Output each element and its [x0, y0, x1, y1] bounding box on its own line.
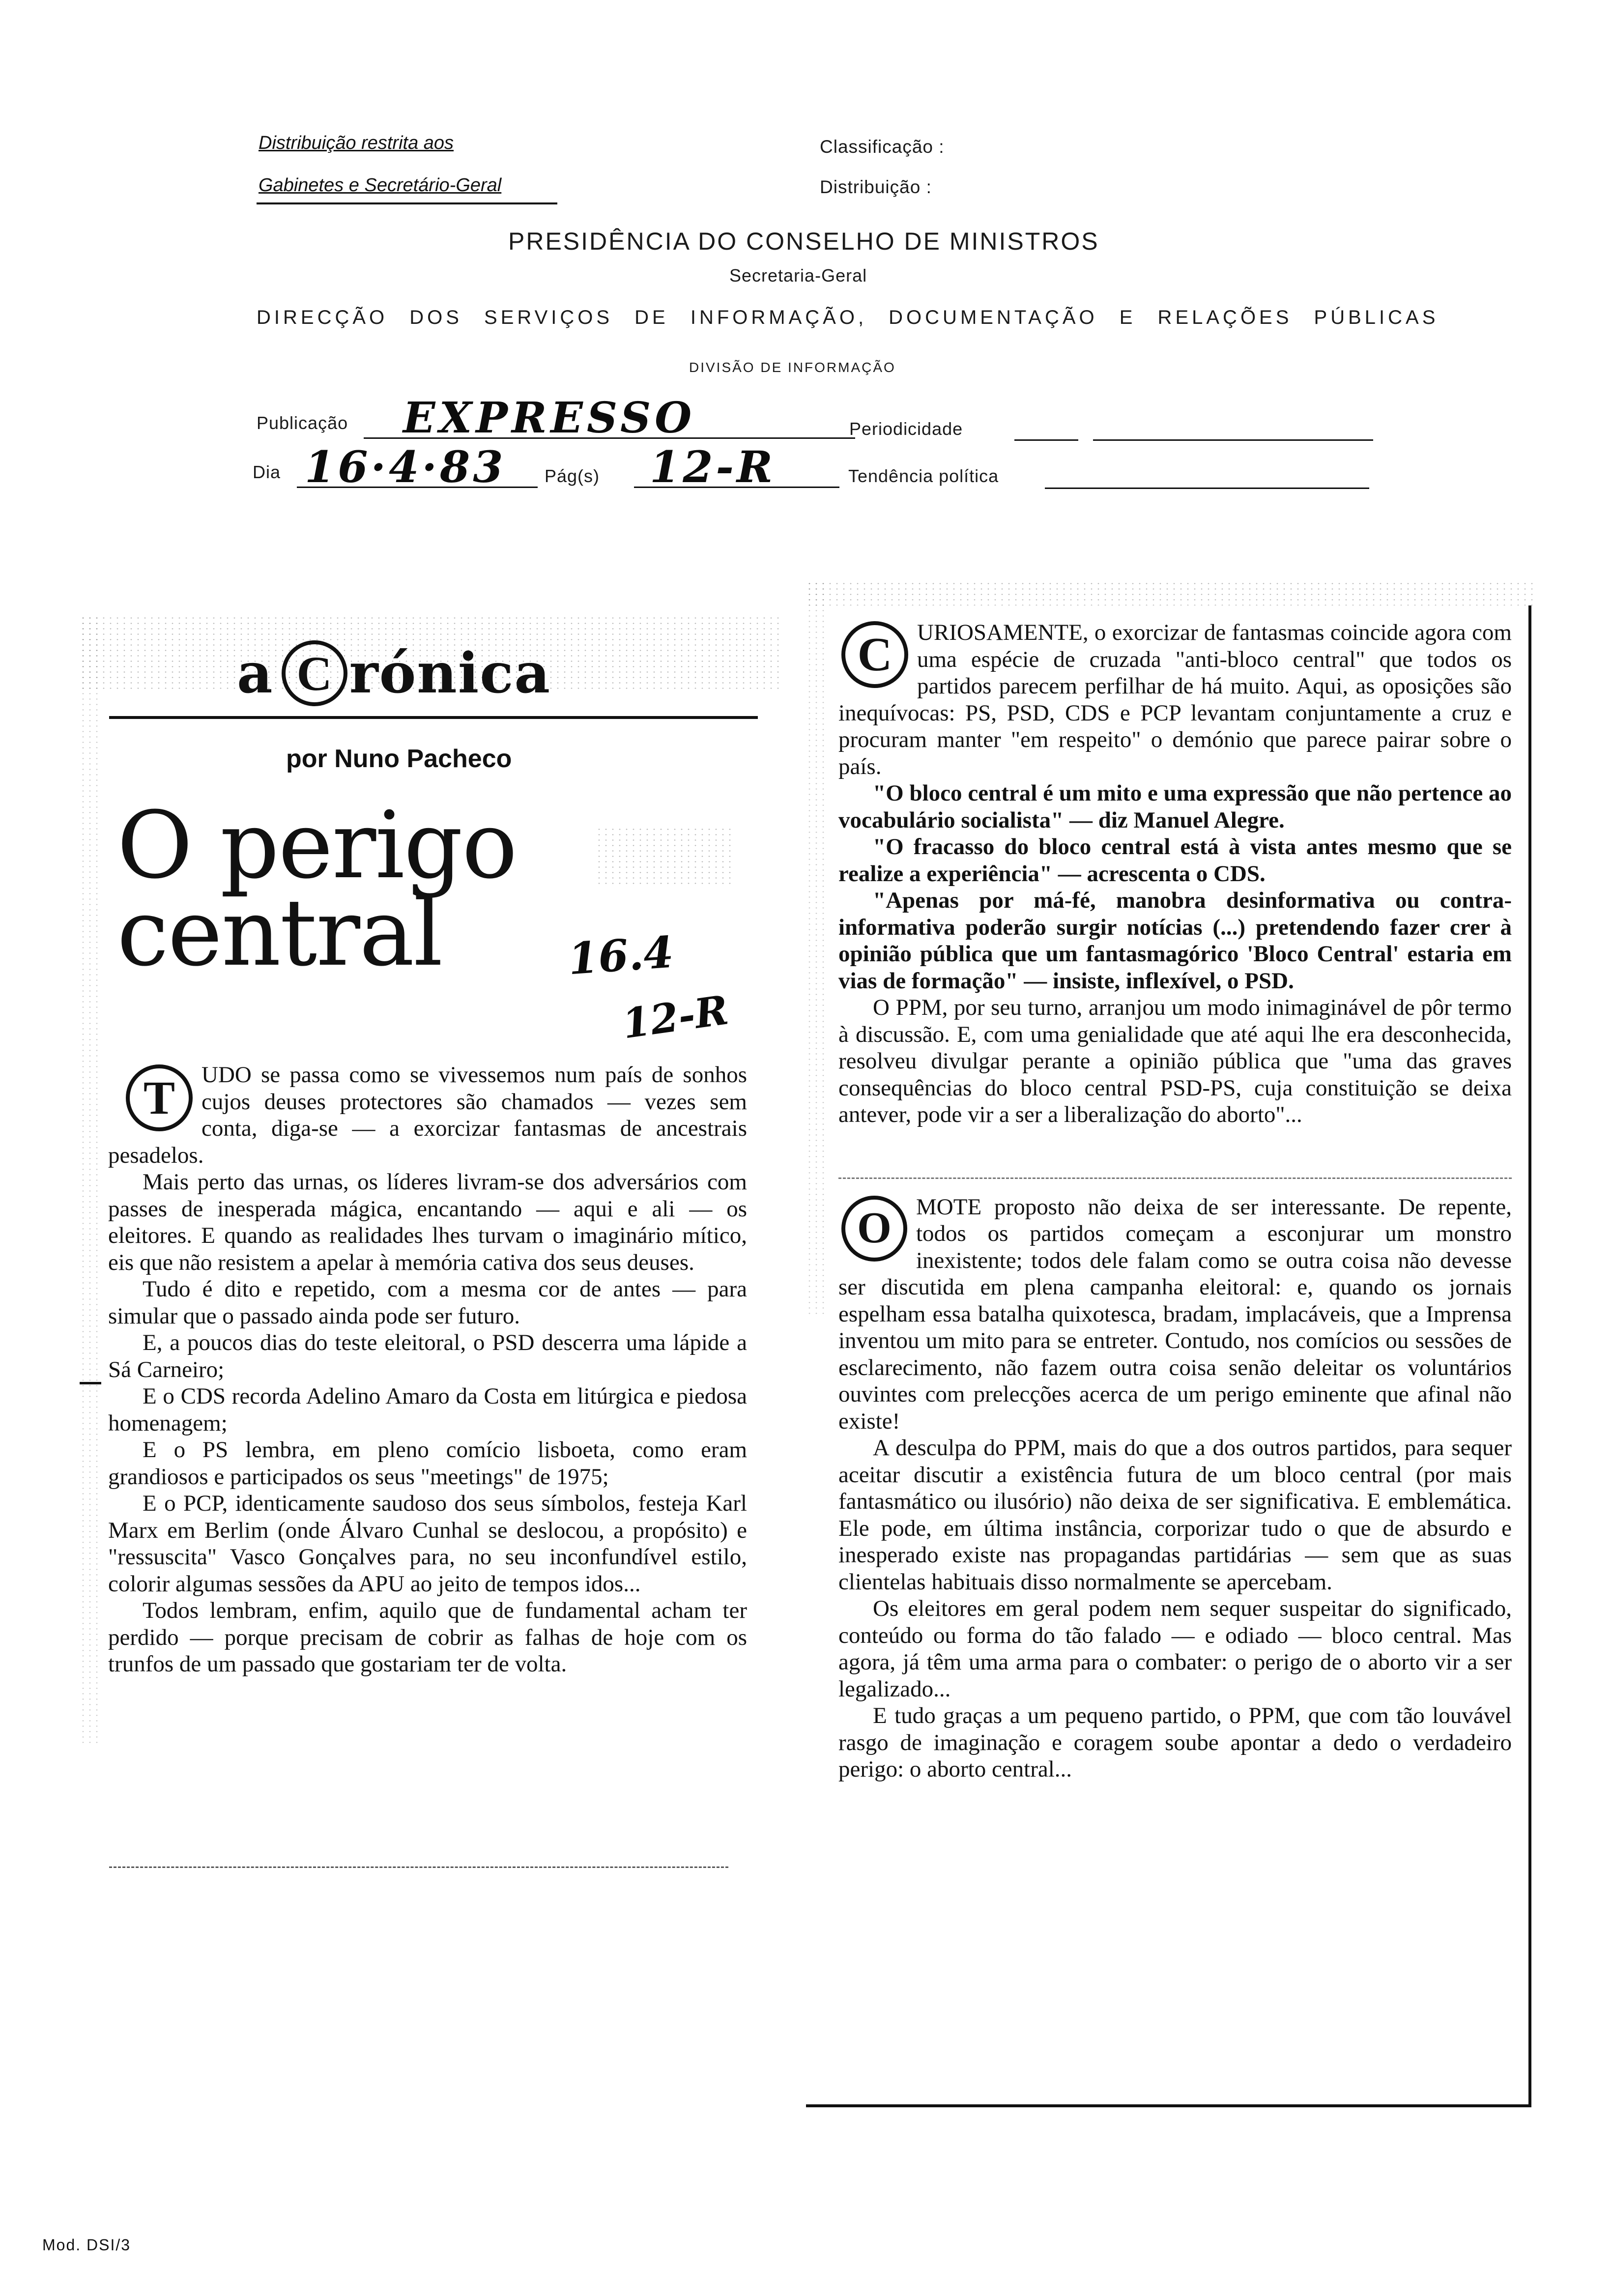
form-code: Mod. DSI/3 [42, 2236, 131, 2254]
left-paragraph: Mais perto das urnas, os líderes livram-se dos adversários com passes de inesperada mágica, encantando — aqui e ali — os eleitores. E quando as realidades lhes turvam o imaginário mítico, eis que não resistem a apelar à memória cativa dos seus deuses. [108, 1169, 747, 1275]
right-paragraph: O PPM, por seu turno, arranjou um modo inimaginável de pôr termo à discussão. E, com uma genialidade que até aqui lhe era desconhecida, resolveu divulgar perante a opinião pública que "uma das graves consequências do bloco central PSD-PS, cuja constituição se deixa antever, pode vir a ser a liberalização do aborto"... [838, 995, 1512, 1127]
classificacao-label: Classificação : [820, 137, 945, 157]
periodicidade-line-1 [1014, 439, 1078, 441]
restricted-line-2: Gabinetes e Secretário-Geral [259, 175, 502, 196]
right-paragraph: E tudo graças a um pequeno partido, o PPM, que com tão louvável rasgo de imaginação e coragem soube apontar a dedo o verdadeiro perigo: o aborto central... [838, 1703, 1512, 1782]
left-paragraph: Todos lembram, enfim, aquilo que de fundamental acham ter perdido — porque precisam de cobrir as falhas de hoje com os trunfos de um passado que gostariam ter de volta. [108, 1598, 747, 1677]
left-paragraph: Tudo é dito e repetido, com a mesma cor de antes — para simular que o passado ainda pode ser futuro. [108, 1276, 747, 1329]
restricted-underline [257, 202, 557, 204]
crop-mark [80, 1382, 101, 1384]
left-paragraph: E o PS lembra, em pleno comício lisboeta, como eram grandiosos e participados os seus "meetings" de 1975; [108, 1437, 747, 1490]
pags-value: 12-R [650, 441, 776, 492]
dropcap-o: O [841, 1196, 907, 1262]
section-masthead [237, 641, 551, 706]
tendencia-label: Tendência política [848, 466, 999, 486]
periodicidade-label: Periodicidade [849, 419, 963, 439]
direccao-title: DIRECÇÃO DOS SERVIÇOS DE INFORMAÇÃO, DOCUMENTAÇÃO E RELAÇÕES PÚBLICAS [257, 307, 1439, 328]
right-paragraph: "O bloco central é um mito e uma expressão que não pertence ao vocabulário socialista" — diz Manuel Alegre. [838, 780, 1512, 833]
right-paragraph: Os eleitores em geral podem nem sequer suspeitar do significado, conteúdo ou forma do tão falado — e odiado — bloco central. Mas agora, já têm uma arma para o combater: o perigo de o aborto vir a ser legalizado... [838, 1596, 1512, 1702]
marginal-note-date: 16.4 [566, 926, 675, 985]
left-paragraph: UDO se passa como se vivessemos num país de sonhos cujos deuses protectores são chamados — vezes sem conta, diga-se — a exorcizar fantasmas de ancestrais pesadelos. [108, 1062, 747, 1168]
bottom-border [806, 2104, 1531, 2107]
tendencia-line [1045, 488, 1369, 489]
marginal-note-page: 12-R [619, 986, 731, 1048]
right-paragraph: A desculpa do PPM, mais do que a dos outros partidos, para sequer aceitar discutir a existência futura de um bloco central (por mais fantasmático ou ilusório) não deixa de ser significativa. E emblemática. Ele pode, em última instância, corporizar tudo o que de absurdo e inesperado existe nas propagandas partidárias — sem que as suas clientelas habituais disso normalmente se apercebam. [838, 1435, 1512, 1595]
title-smudge [596, 827, 733, 886]
dropcap-c: C [841, 621, 908, 688]
byline: por Nuno Pacheco [286, 745, 512, 773]
divisao-title: DIVISÃO DE INFORMAÇÃO [689, 360, 896, 375]
publicacao-label: Publicação [257, 413, 348, 433]
article-title [117, 792, 517, 987]
right-border [1528, 605, 1531, 2104]
right-clip-left-noise [806, 581, 829, 1318]
dia-label: Dia [253, 462, 281, 482]
dia-value: 16·4·83 [305, 441, 506, 492]
presidency-title: PRESIDÊNCIA DO CONSELHO DE MINISTROS [508, 228, 1099, 255]
left-column-text [108, 1062, 747, 1678]
publicacao-value: EXPRESSO [403, 393, 696, 443]
masthead-rule [109, 716, 758, 719]
right-clipping [806, 581, 1533, 2109]
title-line-2: central [117, 879, 442, 987]
right-paragraph: "O fracasso do bloco central está à vista antes mesmo que se realize a experiência" — acrescenta o CDS. [838, 834, 1512, 887]
top-edge-noise [806, 581, 1533, 605]
section-a: a [237, 641, 273, 706]
right-column-text [838, 619, 1512, 1783]
pags-label: Pág(s) [545, 466, 600, 486]
section-c-emblem: C [282, 640, 347, 706]
left-paragraph: E o PCP, identicamente saudoso dos seus símbolos, festeja Karl Marx em Berlim (onde Álvaro Cunhal se deslocou, a propósito) e "ressuscita" Vasco Gonçalves para, no seu inconfundível estilo, colorir algumas sessões da APU ao jeito de tempos idos... [108, 1491, 747, 1597]
right-paragraph: URIOSAMENTE, o exorcizar de fantasmas coincide agora com uma espécie de cruzada "anti-bloco central" que todos os partidos parecem perfilhar de há muito. Aqui, as oposições são inequívocas: PS, PSD, CDS e PCP levantam conjuntamente a cruz e procuram manter "em respeito" o demónio que parece pairar sobre o país. [838, 620, 1512, 779]
dropcap-t: T [126, 1064, 193, 1131]
left-paragraph: E, a poucos dias do teste eleitoral, o PSD descerra uma lápide a Sá Carneiro; [108, 1330, 747, 1382]
section-rest: rónica [349, 641, 551, 706]
section-separator [838, 1128, 1512, 1179]
left-paragraph: E o CDS recorda Adelino Amaro da Costa em litúrgica e piedosa homenagem; [108, 1383, 747, 1436]
left-edge-noise [80, 615, 101, 1746]
title-line-1: O perigo [117, 792, 517, 899]
right-paragraph: "Apenas por má-fé, manobra desinformativa ou contra-informativa poderão surgir notícias (...) pretendendo fazer crer à opinião pública que um fantasmagórico 'Bloco Central' estaria em vias de formação" — insiste, inflexível, o PSD. [838, 888, 1512, 994]
secretaria-geral: Secretaria-Geral [729, 265, 867, 286]
restricted-line-1: Distribuição restrita aos [259, 133, 454, 153]
periodicidade-line-2 [1093, 439, 1373, 441]
right-paragraph: MOTE proposto não deixa de ser interessante. De repente, todos os partidos começam a esconjurar um monstro inexistente; todos dele falam como se outra coisa não devesse ser discutida em plena campanha eleitoral: e, quando os jornais espelham essa batalha quixotesca, bradam, implacáveis, que a Imprensa inventou um mito para se entreter. Contudo, nos comícios ou sessões de esclarecimento, não fazem outra coisa senão deleitar os voluntários ouvintes com prelecções acerca de um perigo eminente que afinal não existe! [838, 1194, 1512, 1434]
distribuicao-label: Distribuição : [820, 177, 932, 197]
left-clipping [80, 615, 782, 1883]
left-bottom-rule [109, 1866, 728, 1868]
